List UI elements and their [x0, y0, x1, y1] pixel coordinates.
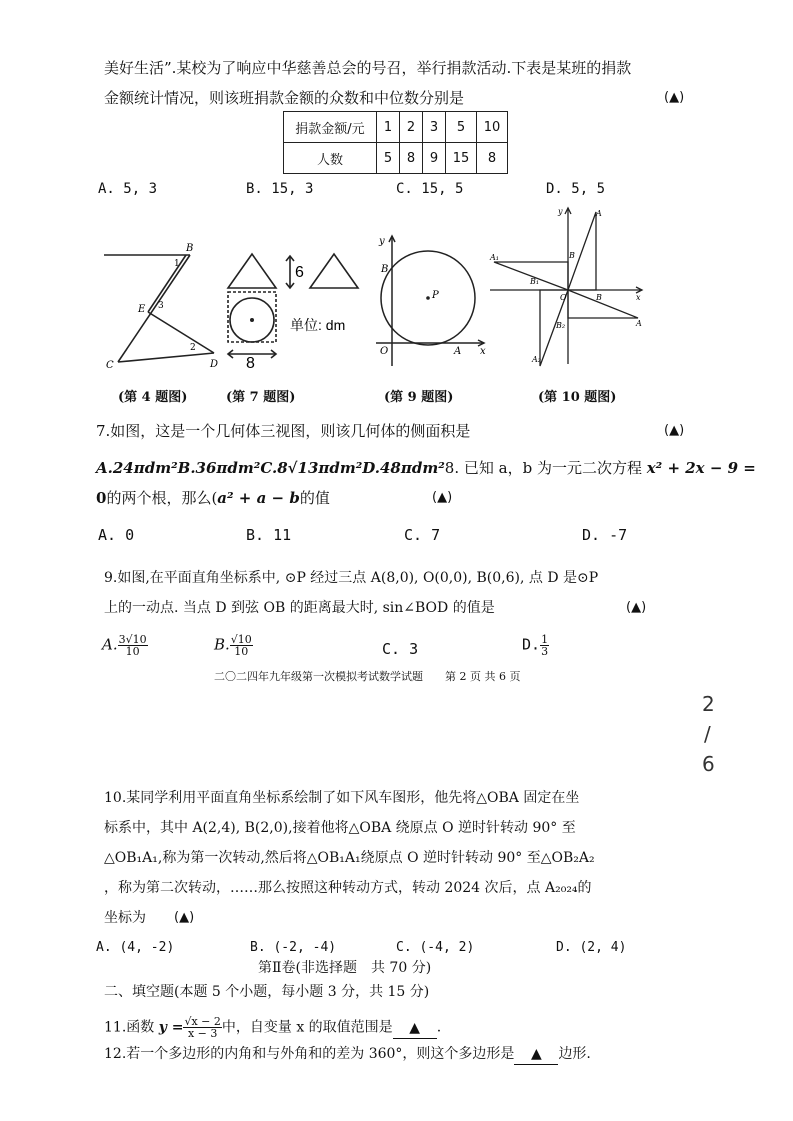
q10-answer-mark: (▲)	[174, 910, 195, 925]
q9-option-d	[522, 634, 549, 657]
fig10-label-b-top: B	[569, 251, 575, 260]
q11-end: .	[436, 1019, 442, 1036]
q11-prefix: 11.函数	[104, 1019, 159, 1036]
q9-option-b	[214, 634, 253, 657]
fig4-label-e: E	[138, 304, 146, 315]
fig4-label-c: C	[106, 360, 114, 370]
fig10-label-a-top: A	[596, 209, 602, 218]
fig4-label-d: D	[210, 359, 219, 370]
q9-option-d-letter: D.	[522, 635, 541, 654]
fig10-label-a1: A₁	[490, 253, 499, 262]
q6-answer-mark: (▲)	[664, 90, 685, 105]
q11-y: y =	[158, 1019, 184, 1036]
q10-line5: 坐标为	[104, 910, 146, 926]
table-cell: 15	[446, 143, 477, 174]
table-cell: 8	[400, 143, 423, 174]
fig4-label-b: B	[186, 243, 194, 254]
q6-line2: 金额统计情况，则该班捐款金额的众数和中位数分别是	[104, 89, 465, 107]
q6-option-d: D. 5, 5	[546, 181, 606, 197]
q9-option-a-num: 3√10	[118, 633, 147, 646]
part2-title: 第Ⅱ卷(非选择题 共 70 分)	[258, 960, 432, 976]
q8-answer-mark: (▲)	[432, 490, 453, 505]
fig4-label-1: 1	[174, 259, 180, 269]
q8-option-d: D. -7	[582, 526, 628, 544]
q8-option-b: B. 11	[246, 526, 292, 544]
fig9-label-x: x	[480, 346, 486, 357]
q10-line3: △OB₁A₁,称为第一次转动,然后将△OB₁A₁绕原点 O 逆时针转动 90° 至△OB₂A₂	[104, 850, 595, 866]
q11-blank: ▲	[393, 1018, 437, 1039]
q12-text: 12.若一个多边形的内角和与外角和的差为 360°，则这个多边形是	[104, 1046, 515, 1062]
q8-line2	[96, 488, 330, 508]
q11-denominator: x − 3	[187, 1027, 218, 1040]
table-cell: 人数	[284, 143, 377, 174]
q9-line1: 9.如图,在平面直角坐标系中, ⊙P 经过三点 A(8,0), O(0,0), B(0,6), 点 D 是⊙P	[104, 570, 599, 586]
q12	[104, 1044, 591, 1065]
q7-answer-mark: (▲)	[664, 423, 685, 438]
q7-stem: 7.如图，这是一个几何体三视图，则该几何体的侧面积是	[96, 422, 471, 440]
q10-option-b: B. (-2, -4)	[250, 940, 337, 955]
q11	[104, 1016, 441, 1039]
page-indicator-current: 2	[702, 692, 715, 716]
q9-option-c: C. 3	[382, 640, 419, 658]
q6-option-c: C. 15, 5	[396, 181, 464, 197]
q7-q8-line	[96, 458, 756, 478]
fig7-height-label: 6	[295, 264, 304, 281]
fig7-unit: 单位: dm	[290, 317, 346, 333]
q9-answer-mark: (▲)	[626, 600, 647, 615]
q11-numerator: √x − 2	[184, 1015, 221, 1028]
q8-option-c: C. 7	[404, 526, 441, 544]
q8-zero: 0	[96, 489, 107, 507]
fig9-label-a: A	[454, 346, 462, 357]
figure-9	[374, 232, 490, 370]
page-indicator-total: 6	[702, 752, 715, 776]
q8-line2-end: 的值	[299, 489, 330, 507]
figure-7	[222, 246, 372, 368]
page-footer: 二〇二四年九年级第一次模拟考试数学试题 第 2 页 共 6 页	[214, 670, 521, 683]
fig9-label-p: P	[432, 290, 439, 301]
fig10-label-a2: A₂	[532, 355, 541, 364]
q9-option-a	[102, 634, 148, 657]
fig10-label-b2: B₂	[556, 321, 566, 330]
q9-option-b-num: √10	[230, 633, 252, 646]
q11-middle: 中，自变量 x 的取值范围是	[221, 1019, 393, 1036]
fig4-label-2: 2	[190, 343, 196, 353]
q8-option-a: A. 0	[98, 526, 135, 544]
fig9-caption: (第 9 题图)	[384, 390, 454, 405]
table-cell: 9	[423, 143, 446, 174]
fig9-label-b: B	[381, 264, 389, 275]
fig10-label-a-right: A	[636, 319, 642, 328]
q10-line1: 10.某同学利用平面直角坐标系绘制了如下风车图形，他先将△OBA 固定在坐	[104, 790, 580, 806]
q10-option-a: A. (4, -2)	[96, 940, 175, 955]
q9-line2: 上的一动点. 当点 D 到弦 OB 的距离最大时, sin∠BOD 的值是	[104, 600, 495, 616]
table-row	[284, 112, 508, 143]
q8-equation: x² + 2x − 9 =	[646, 459, 756, 477]
fig10-label-b1: B₁	[530, 277, 540, 286]
donation-table	[283, 111, 508, 174]
table-cell: 10	[477, 112, 508, 143]
table-cell: 捐款金额/元	[284, 112, 377, 143]
fig9-label-y: y	[379, 236, 385, 247]
q12-end: 边形.	[558, 1046, 591, 1062]
q9-option-a-den: 10	[125, 645, 140, 658]
fig10-label-o: O	[560, 293, 567, 302]
fig10-label-b-right: B	[596, 293, 602, 302]
table-cell: 8	[477, 143, 508, 174]
fig4-label-3: 3	[158, 301, 164, 311]
q6-option-b: B. 15, 3	[246, 181, 314, 197]
q9-option-d-den: 3	[541, 645, 549, 658]
q9-option-d-num: 1	[541, 633, 549, 646]
fig4-caption: (第 4 题图)	[118, 390, 188, 405]
table-cell: 2	[400, 112, 423, 143]
q8-expr: a² + a − b	[217, 489, 300, 507]
q12-blank: ▲	[514, 1044, 558, 1065]
fig10-label-x: x	[636, 293, 641, 302]
fig10-caption: (第 10 题图)	[538, 390, 617, 405]
q6-option-a: A. 5, 3	[98, 181, 158, 197]
fig10-label-y: y	[558, 207, 563, 216]
part2-section-heading: 二、填空题(本题 5 个小题，每小题 3 分，共 15 分)	[104, 984, 430, 1000]
q9-option-a-letter: A.	[102, 635, 118, 654]
page-indicator-slash: /	[704, 722, 711, 746]
q8-line2-mid: 的两个根，那么(	[106, 489, 218, 507]
fig7-width-label: 8	[246, 355, 255, 368]
fig7-caption: (第 7 题图)	[226, 390, 296, 405]
q10-line4: ，称为第二次转动，……那么按照这种转动方式，转动 2024 次后，点 A₂₀₂₄的	[104, 880, 592, 896]
figure-4	[100, 238, 222, 370]
table-cell: 1	[377, 112, 400, 143]
q10-option-c: C. (-4, 2)	[396, 940, 475, 955]
q10-option-d: D. (2, 4)	[556, 940, 627, 955]
table-cell: 5	[446, 112, 477, 143]
q9-option-b-letter: B.	[214, 635, 230, 654]
table-cell: 3	[423, 112, 446, 143]
q8-stem-start: 8. 已知 a，b 为一元二次方程	[444, 459, 647, 477]
table-row	[284, 143, 508, 174]
q7-options: A.24πdm²B.36πdm²C.8√13πdm²D.48πdm²	[96, 459, 445, 477]
figure-10	[486, 204, 650, 368]
q9-option-b-den: 10	[234, 645, 249, 658]
q6-line1: 美好生活”.某校为了响应中华慈善总会的号召，举行捐款活动.下表是某班的捐款	[104, 59, 632, 77]
q10-line2: 标系中，其中 A(2,4), B(2,0),接着他将△OBA 绕原点 O 逆时针转动 90° 至	[104, 820, 576, 836]
table-cell: 5	[377, 143, 400, 174]
fig9-label-o: O	[380, 346, 389, 357]
